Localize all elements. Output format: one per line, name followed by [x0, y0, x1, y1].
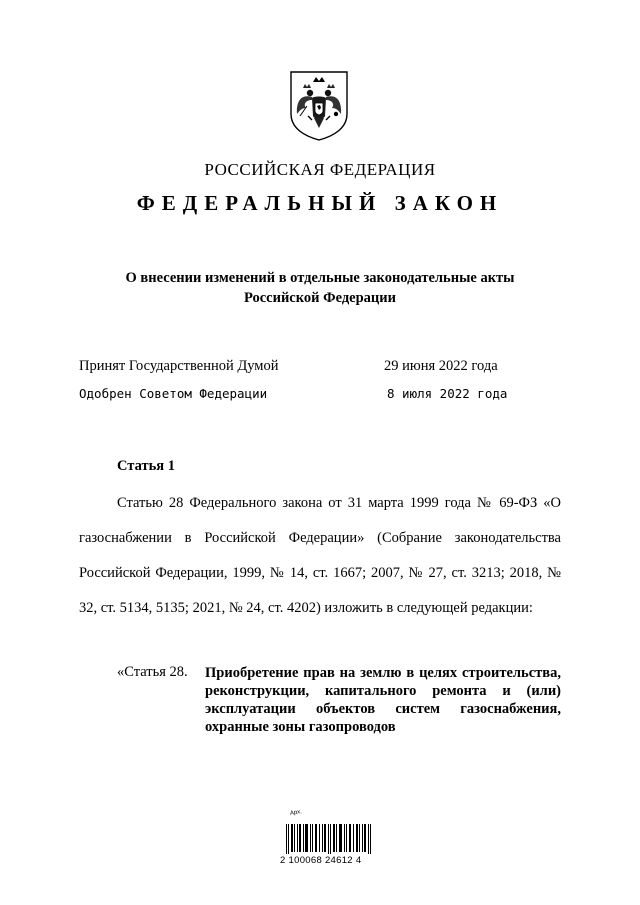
article-heading: Статья 1 [117, 458, 175, 474]
quoted-article-label: «Статья 28. [117, 664, 188, 680]
adoption-date: 29 июня 2022 года [384, 358, 498, 374]
barcode-digits: 2 100068 24612 4 [280, 855, 362, 866]
country-name: РОССИЙСКАЯ ФЕДЕРАЦИЯ [204, 160, 436, 179]
barcode [280, 809, 374, 866]
document-title: О внесении изменений в отдельные законодательные акты Российской Федерации [125, 270, 515, 306]
article-body-paragraph: Статью 28 Федерального закона от 31 марта 1999 года № 69-ФЗ «О газоснабжении в Российской Федерации» (Собрание законодательства Российской Федерации, 1999, № 14, ст. 1667; 2007, № 27, ст. 3213; 2018, № 32, ст. 5134, 5135; 2021, № 24, ст. 4202) изложить в следующей редакции: [79, 495, 561, 616]
barcode-small-mark: Арх. [289, 809, 303, 817]
adoption-date: 8 июля 2022 года [387, 386, 508, 401]
coat-of-arms-icon [288, 70, 350, 142]
quoted-article-title: Приобретение прав на землю в целях строительства, реконструкции, капитального ремонта и (или) эксплуатации объектов систем газоснабжения, охранные зоны газопроводов [205, 665, 561, 735]
adoption-label: Одобрен Советом Федерации [79, 386, 268, 401]
barcode-bars-icon [284, 824, 374, 854]
law-type-heading: ФЕДЕРАЛЬНЫЙ ЗАКОН [136, 191, 504, 215]
adoption-label: Принят Государственной Думой [79, 358, 279, 374]
